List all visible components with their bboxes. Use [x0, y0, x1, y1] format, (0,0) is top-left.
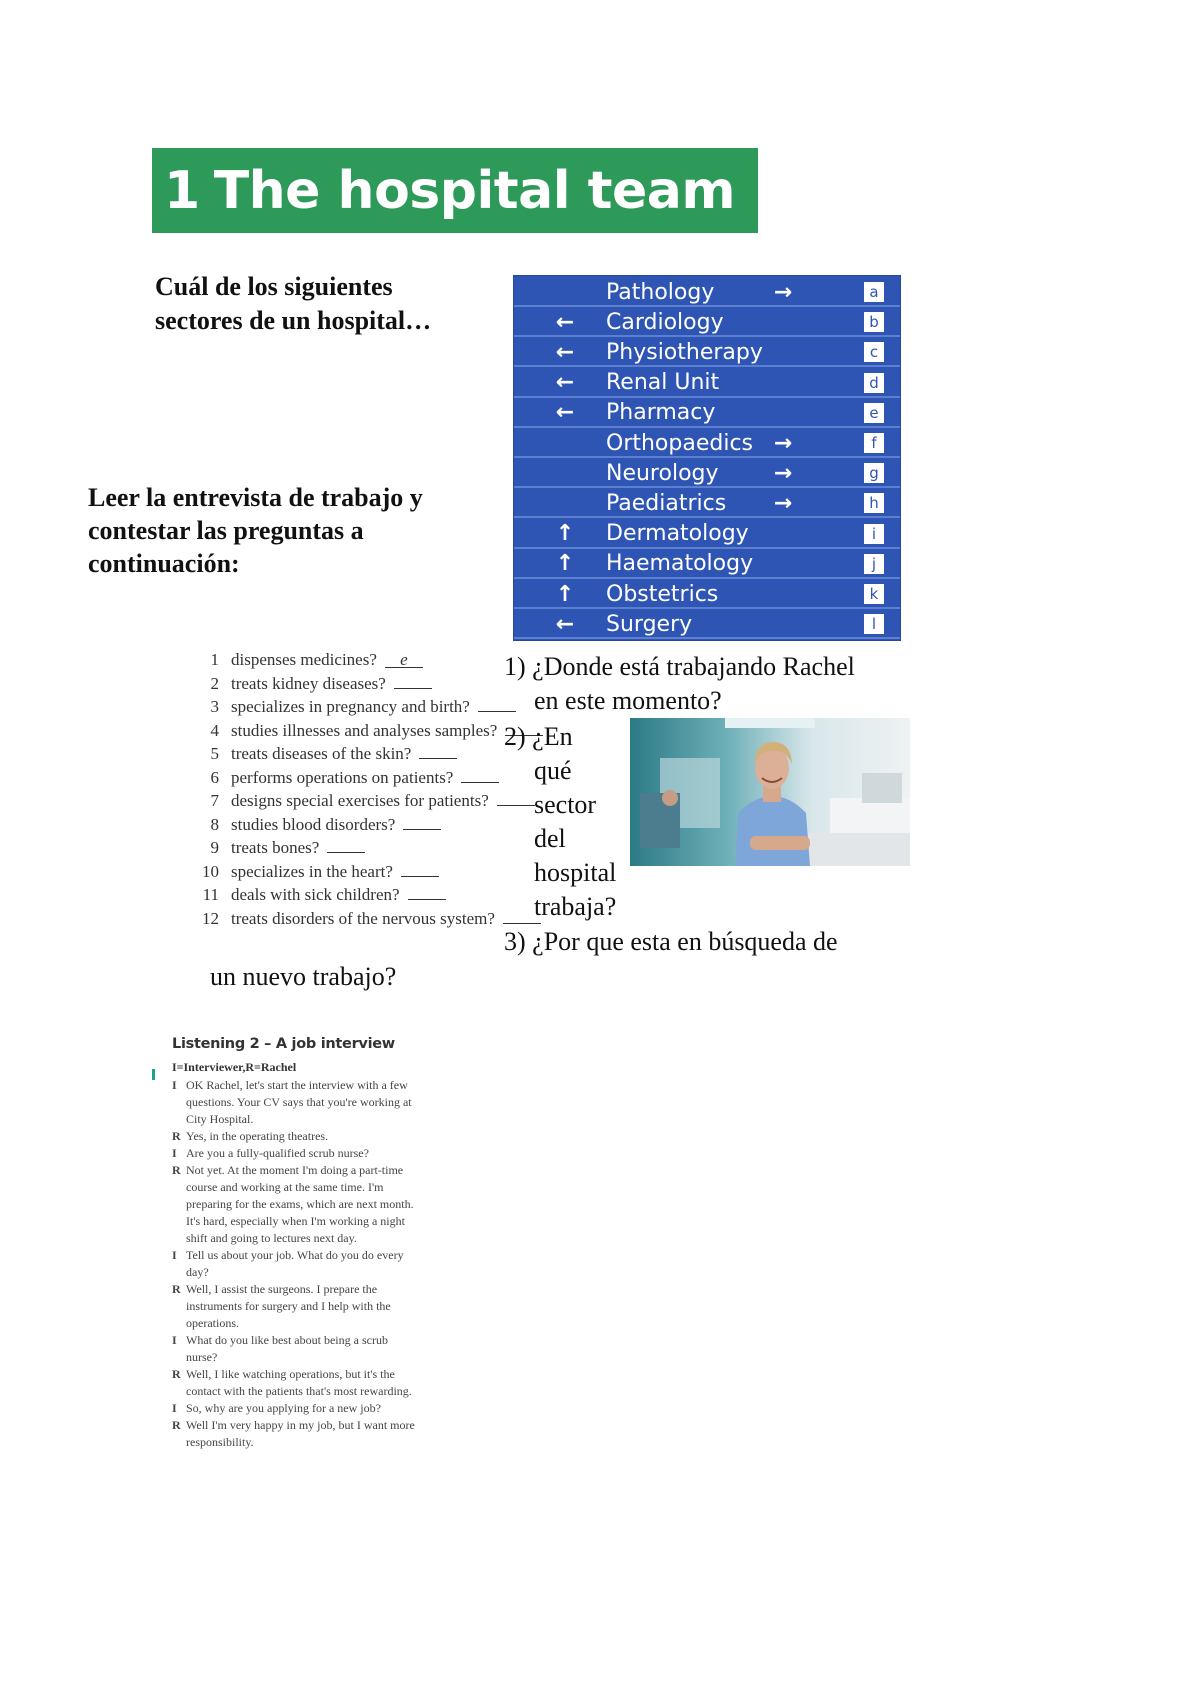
sign-label: Haematology — [606, 551, 754, 577]
arrow-left-icon: ← — [555, 370, 575, 396]
sign-letter: d — [864, 373, 884, 393]
exercise-number: 3 — [210, 697, 219, 716]
exercise-text: performs operations on patients? — [231, 767, 454, 787]
turn-text: Not yet. At the moment I'm doing a part-time course and working at the same time. I'm preparing for the exams, which are next month. It's hard, especially when I'm working a night shift and going to lectures next day. — [186, 1163, 414, 1245]
sign-label: Orthopaedics — [606, 430, 754, 456]
page-title: The hospital team — [213, 160, 736, 221]
exercise-text: specializes in the heart? — [231, 861, 393, 881]
sign-row — [514, 279, 900, 307]
question-2-line: hospital — [534, 858, 617, 887]
sign-row — [514, 551, 900, 579]
sign-label: Physiotherapy — [606, 339, 763, 365]
speaker-tag: R — [172, 1418, 181, 1432]
exercise-number: 10 — [202, 861, 219, 881]
speaker-tag: R — [172, 1367, 181, 1381]
question-2-line: qué — [534, 756, 572, 785]
exercise-text: treats bones? — [231, 838, 320, 857]
sign-row — [514, 430, 900, 458]
turn-text: Well, I like watching operations, but it's the contact with the patients that's most rewarding. — [186, 1367, 412, 1398]
transcript-turn — [172, 1400, 432, 1417]
turn-text: OK Rachel, let's start the interview with a few questions. Your CV says that you're working at City Hospital. — [186, 1078, 412, 1126]
exercise-item — [193, 909, 533, 933]
turn-text: So, why are you applying for a new job? — [186, 1401, 381, 1415]
sign-row — [514, 490, 900, 518]
exercise-number: 2 — [210, 673, 219, 693]
transcript-turn — [172, 1162, 432, 1247]
reading-instruction-line: contestar las preguntas a — [88, 516, 364, 545]
transcript-turn — [172, 1128, 432, 1145]
transcript-turn — [172, 1077, 432, 1128]
speaker-tag: R — [172, 1163, 181, 1177]
exercise-item — [193, 815, 533, 839]
arrow-left-icon: ← — [555, 309, 575, 335]
sign-row — [514, 611, 900, 639]
sign-row — [514, 309, 900, 337]
arrow-up-icon: ↑ — [555, 521, 575, 547]
sign-label: Obstetrics — [606, 581, 719, 607]
exercise-text: specializes in pregnancy and birth? — [231, 697, 470, 716]
exercise-text: designs special exercises for patients? — [231, 791, 489, 810]
exercise-text: treats kidney diseases? — [231, 673, 386, 693]
answer-blank[interactable] — [401, 862, 439, 877]
exercise-item — [193, 862, 533, 886]
sign-label: Renal Unit — [606, 370, 720, 396]
arrow-up-icon: ↑ — [555, 581, 575, 607]
sign-label: Pathology — [606, 279, 715, 305]
exercise-text: studies illnesses and analyses samples? — [231, 720, 498, 740]
sign-letter: i — [864, 524, 884, 544]
speaker-tag: I — [172, 1248, 177, 1262]
question-1-line: en este momento? — [534, 686, 722, 715]
turn-text: Tell us about your job. What do you do every day? — [186, 1248, 404, 1279]
intro-question-line: sectores de un hospital… — [155, 306, 432, 335]
answer-blank[interactable] — [394, 674, 432, 689]
turn-text: Well I'm very happy in my job, but I want more responsibility. — [186, 1418, 415, 1449]
turn-text: What do you like best about being a scrub nurse? — [186, 1333, 388, 1364]
listening-transcript — [172, 1036, 432, 1451]
sign-row — [514, 521, 900, 549]
question-2-line: 2) ¿En — [504, 722, 573, 751]
speaker-tag: R — [172, 1129, 181, 1143]
sign-letter: g — [864, 463, 884, 483]
answer-blank[interactable] — [408, 885, 446, 900]
exercise-item — [193, 697, 533, 721]
exercise-item — [193, 721, 533, 745]
exercise-text: treats diseases of the skin? — [231, 744, 412, 763]
exercise-text: deals with sick children? — [231, 885, 400, 904]
exercise-item — [193, 744, 533, 768]
transcript-turn — [172, 1332, 432, 1366]
sign-letter: a — [864, 282, 884, 302]
title-banner — [152, 148, 758, 233]
arrow-right-icon: → — [773, 279, 793, 305]
sign-letter: e — [864, 403, 884, 423]
sign-label: Surgery — [606, 611, 693, 637]
exercise-item — [193, 650, 533, 674]
reading-instruction-line: continuación: — [88, 549, 240, 578]
speaker-tag: I — [172, 1146, 177, 1160]
arrow-right-icon: → — [773, 430, 793, 456]
exercise-item — [193, 838, 533, 862]
sign-letter: f — [864, 433, 884, 453]
transcript-turn — [172, 1417, 432, 1451]
sign-letter: h — [864, 493, 884, 513]
sign-row — [514, 460, 900, 488]
sign-label: Pharmacy — [606, 400, 716, 426]
turn-text: Are you a fully-qualified scrub nurse? — [186, 1146, 369, 1160]
question-2 — [504, 720, 616, 924]
transcript-turn — [172, 1247, 432, 1281]
speaker-tag: I — [172, 1078, 177, 1092]
answer-blank[interactable]: e — [385, 653, 423, 668]
arrow-right-icon: → — [773, 490, 793, 516]
sign-row — [514, 581, 900, 609]
speaker-tag: R — [172, 1282, 181, 1296]
question-3-line: 3) ¿Por que esta en búsqueda de — [504, 927, 838, 956]
speaker-tag: I — [172, 1333, 177, 1347]
sign-row — [514, 339, 900, 367]
answer-blank[interactable] — [461, 768, 499, 783]
sign-letter: k — [864, 584, 884, 604]
answer-blank[interactable] — [419, 744, 457, 759]
nurse-photo — [630, 718, 910, 866]
exercise-number: 11 — [202, 885, 219, 904]
sign-letter: c — [864, 342, 884, 362]
exercise-item — [193, 768, 533, 792]
exercise-number: 12 — [202, 908, 219, 928]
arrow-up-icon: ↑ — [555, 551, 575, 577]
sign-label: Paediatrics — [606, 490, 727, 516]
exercise-number: 9 — [210, 838, 219, 857]
turn-text: Well, I assist the surgeons. I prepare the instruments for surgery and I help with the operations. — [186, 1282, 391, 1330]
sign-label: Dermatology — [606, 521, 749, 547]
transcript-turn — [172, 1366, 432, 1400]
sign-letter: j — [864, 554, 884, 574]
hospital-sign — [513, 275, 901, 641]
arrow-left-icon: ← — [555, 339, 575, 365]
sign-label: Neurology — [606, 460, 719, 486]
reading-instruction — [88, 481, 423, 580]
exercise-text: studies blood disorders? — [231, 814, 396, 834]
question-3-line: un nuevo trabajo? — [210, 962, 397, 991]
exercise-number: 1 — [210, 650, 219, 669]
exercise-number: 8 — [210, 814, 219, 834]
exercise-item — [193, 674, 533, 698]
arrow-left-icon: ← — [555, 611, 575, 637]
question-2-line: sector — [534, 790, 597, 819]
arrow-left-icon: ← — [555, 400, 575, 426]
exercise-item — [193, 885, 533, 909]
sign-letter: b — [864, 312, 884, 332]
turn-text: Yes, in the operating theatres. — [186, 1129, 329, 1143]
arrow-right-icon: → — [773, 460, 793, 486]
sign-letter: l — [864, 614, 884, 634]
answer-blank[interactable] — [403, 815, 441, 830]
question-1 — [504, 650, 855, 718]
question-1-line: 1) ¿Donde está trabajando Rachel — [504, 652, 855, 681]
intro-question — [155, 270, 431, 338]
exercise-text: treats disorders of the nervous system? — [231, 908, 495, 928]
exercise-number: 4 — [210, 720, 219, 740]
sign-label: Cardiology — [606, 309, 724, 335]
question-2-line: del — [534, 824, 566, 853]
transcript-turn — [172, 1145, 432, 1162]
answer-blank[interactable] — [327, 838, 365, 853]
exercise-list — [193, 650, 533, 932]
title-number: 1 — [164, 160, 200, 221]
exercise-number: 6 — [210, 767, 219, 787]
sign-row — [514, 370, 900, 398]
teal-marker — [152, 1069, 155, 1080]
listening-title: Listening 2 – A job interview — [172, 1036, 395, 1052]
transcript-turns — [172, 1077, 432, 1451]
sign-row — [514, 400, 900, 428]
transcript-turn — [172, 1281, 432, 1332]
exercise-text: dispenses medicines? — [231, 650, 377, 669]
intro-question-line: Cuál de los siguientes — [155, 272, 393, 301]
speaker-tag: I — [172, 1401, 177, 1415]
reading-instruction-line: Leer la entrevista de trabajo y — [88, 483, 423, 512]
exercise-number: 7 — [210, 791, 219, 810]
exercise-number: 5 — [210, 744, 219, 763]
listening-legend: I=Interviewer,R=Rachel — [172, 1060, 297, 1074]
exercise-item — [193, 791, 533, 815]
question-2-line: trabaja? — [534, 892, 617, 921]
